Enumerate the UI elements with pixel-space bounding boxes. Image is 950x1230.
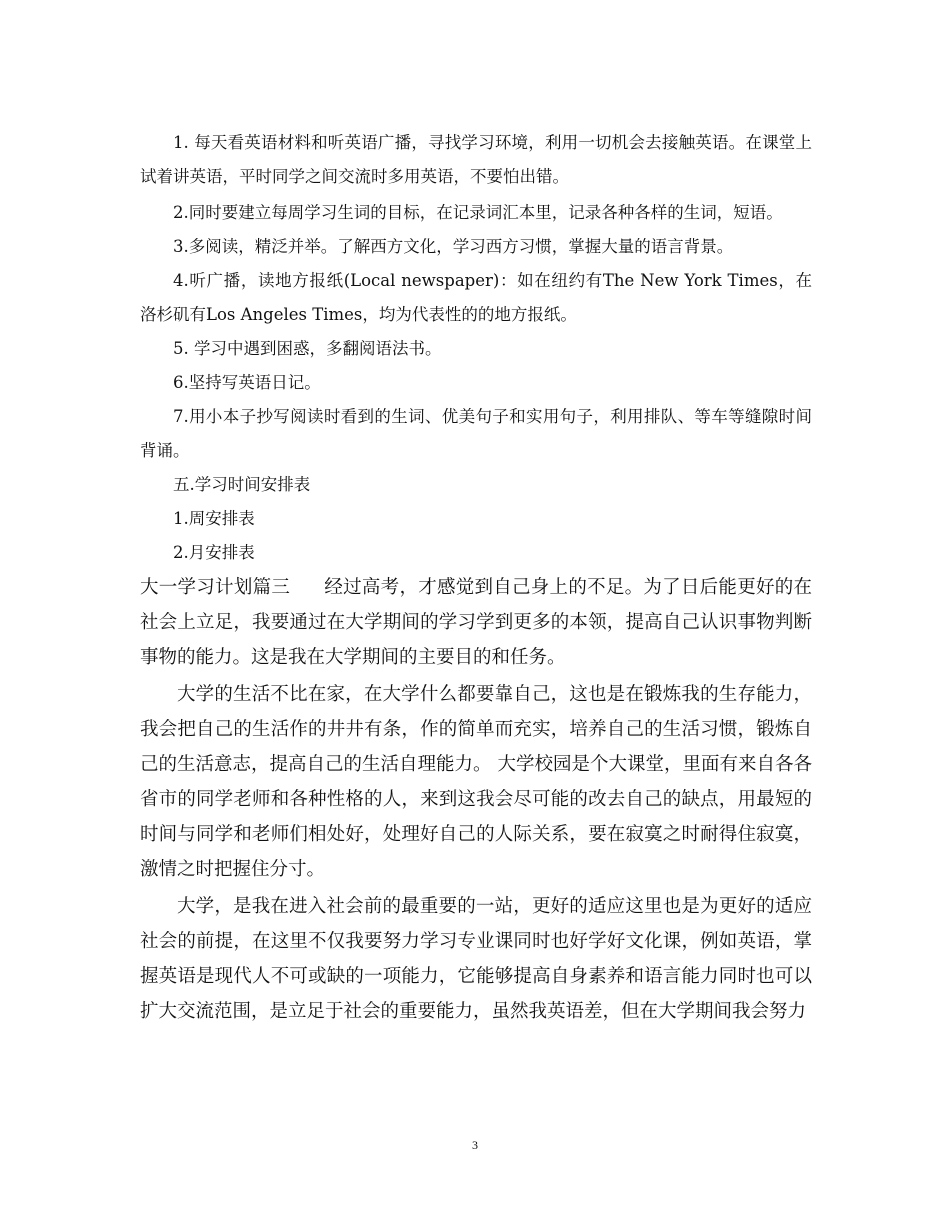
section-heading-schedule: 五.学习时间安排表 (173, 475, 311, 494)
document-body (140, 126, 812, 1031)
paragraph-tip-7: 7.用小本子抄写阅读时看到的生词、优美句子和实用句子，利用排队、等车等缝隙时间背诵。 (140, 407, 812, 460)
section-three-intro: 经过高考，才感觉到自己身上的不足。为了日后能更好的在社会上立足，我要通过在大学期间的学习学到更多的本领，提高自己认识事物判断事物的能力。这是我在大学期间的主要目的和任务。 (140, 577, 812, 668)
paragraph-tip-2: 2.同时要建立每周学习生词的目标，在记录词汇本里，记录各种各样的生词，短语。 (173, 203, 783, 222)
paragraph-tip-3: 3.多阅读，精泛并举。了解西方文化，学习西方习惯，掌握大量的语言背景。 (173, 237, 734, 256)
body-paragraph-life: 大学的生活不比在家，在大学什么都要靠自己，这也是在锻炼我的生存能力，我会把自己的生活作的井井有条，作的简单而充实，培养自己的生活习惯，锻炼自己的生活意志，提高自己的生活自理能力。 大学校园是个大课堂，里面有来自各各省市的同学老师和各种性格的人，来到这我会尽可能的改去自己的缺点，用最短的时间与同学和老师们相处好，处理好自己的人际关系，要在寂寞之时耐得住寂寞，激情之时把握住分寸。 (140, 684, 812, 880)
schedule-item-weekly: 1.周安排表 (173, 509, 255, 528)
body-paragraph-study: 大学，是我在进入社会前的最重要的一站，更好的适应这里也是为更好的适应社会的前提，在这里不仅我要努力学习专业课同时也好学好文化课，例如英语，掌握英语是现代人不可或缺的一项能力，它能够提高自身素养和语言能力同时也可以扩大交流范围，是立足于社会的重要能力，虽然我英语差，但在大学期间我会努力 (140, 896, 812, 1022)
paragraph-tip-5: 5. 学习中遇到困惑，多翻阅语法书。 (173, 339, 442, 358)
paragraph-tip-4: 4.听广播，读地方报纸(Local newspaper)：如在纽约有The New York Times，在洛杉矶有Los Angeles Times，均为代表性的的地方报纸。 (140, 271, 812, 324)
paragraph-tip-6: 6.坚持写英语日记。 (173, 373, 321, 392)
section-three-heading: 大一学习计划篇三 (140, 577, 291, 598)
paragraph-tip-1: 1. 每天看英语材料和听英语广播，寻找学习环境，利用一切机会去接触英语。在课堂上试着讲英语，平时同学之间交流时多用英语，不要怕出错。 (140, 133, 812, 186)
section-three-paragraph (140, 570, 812, 675)
page-number: 3 (472, 1138, 478, 1152)
schedule-item-monthly: 2.月安排表 (173, 543, 255, 562)
